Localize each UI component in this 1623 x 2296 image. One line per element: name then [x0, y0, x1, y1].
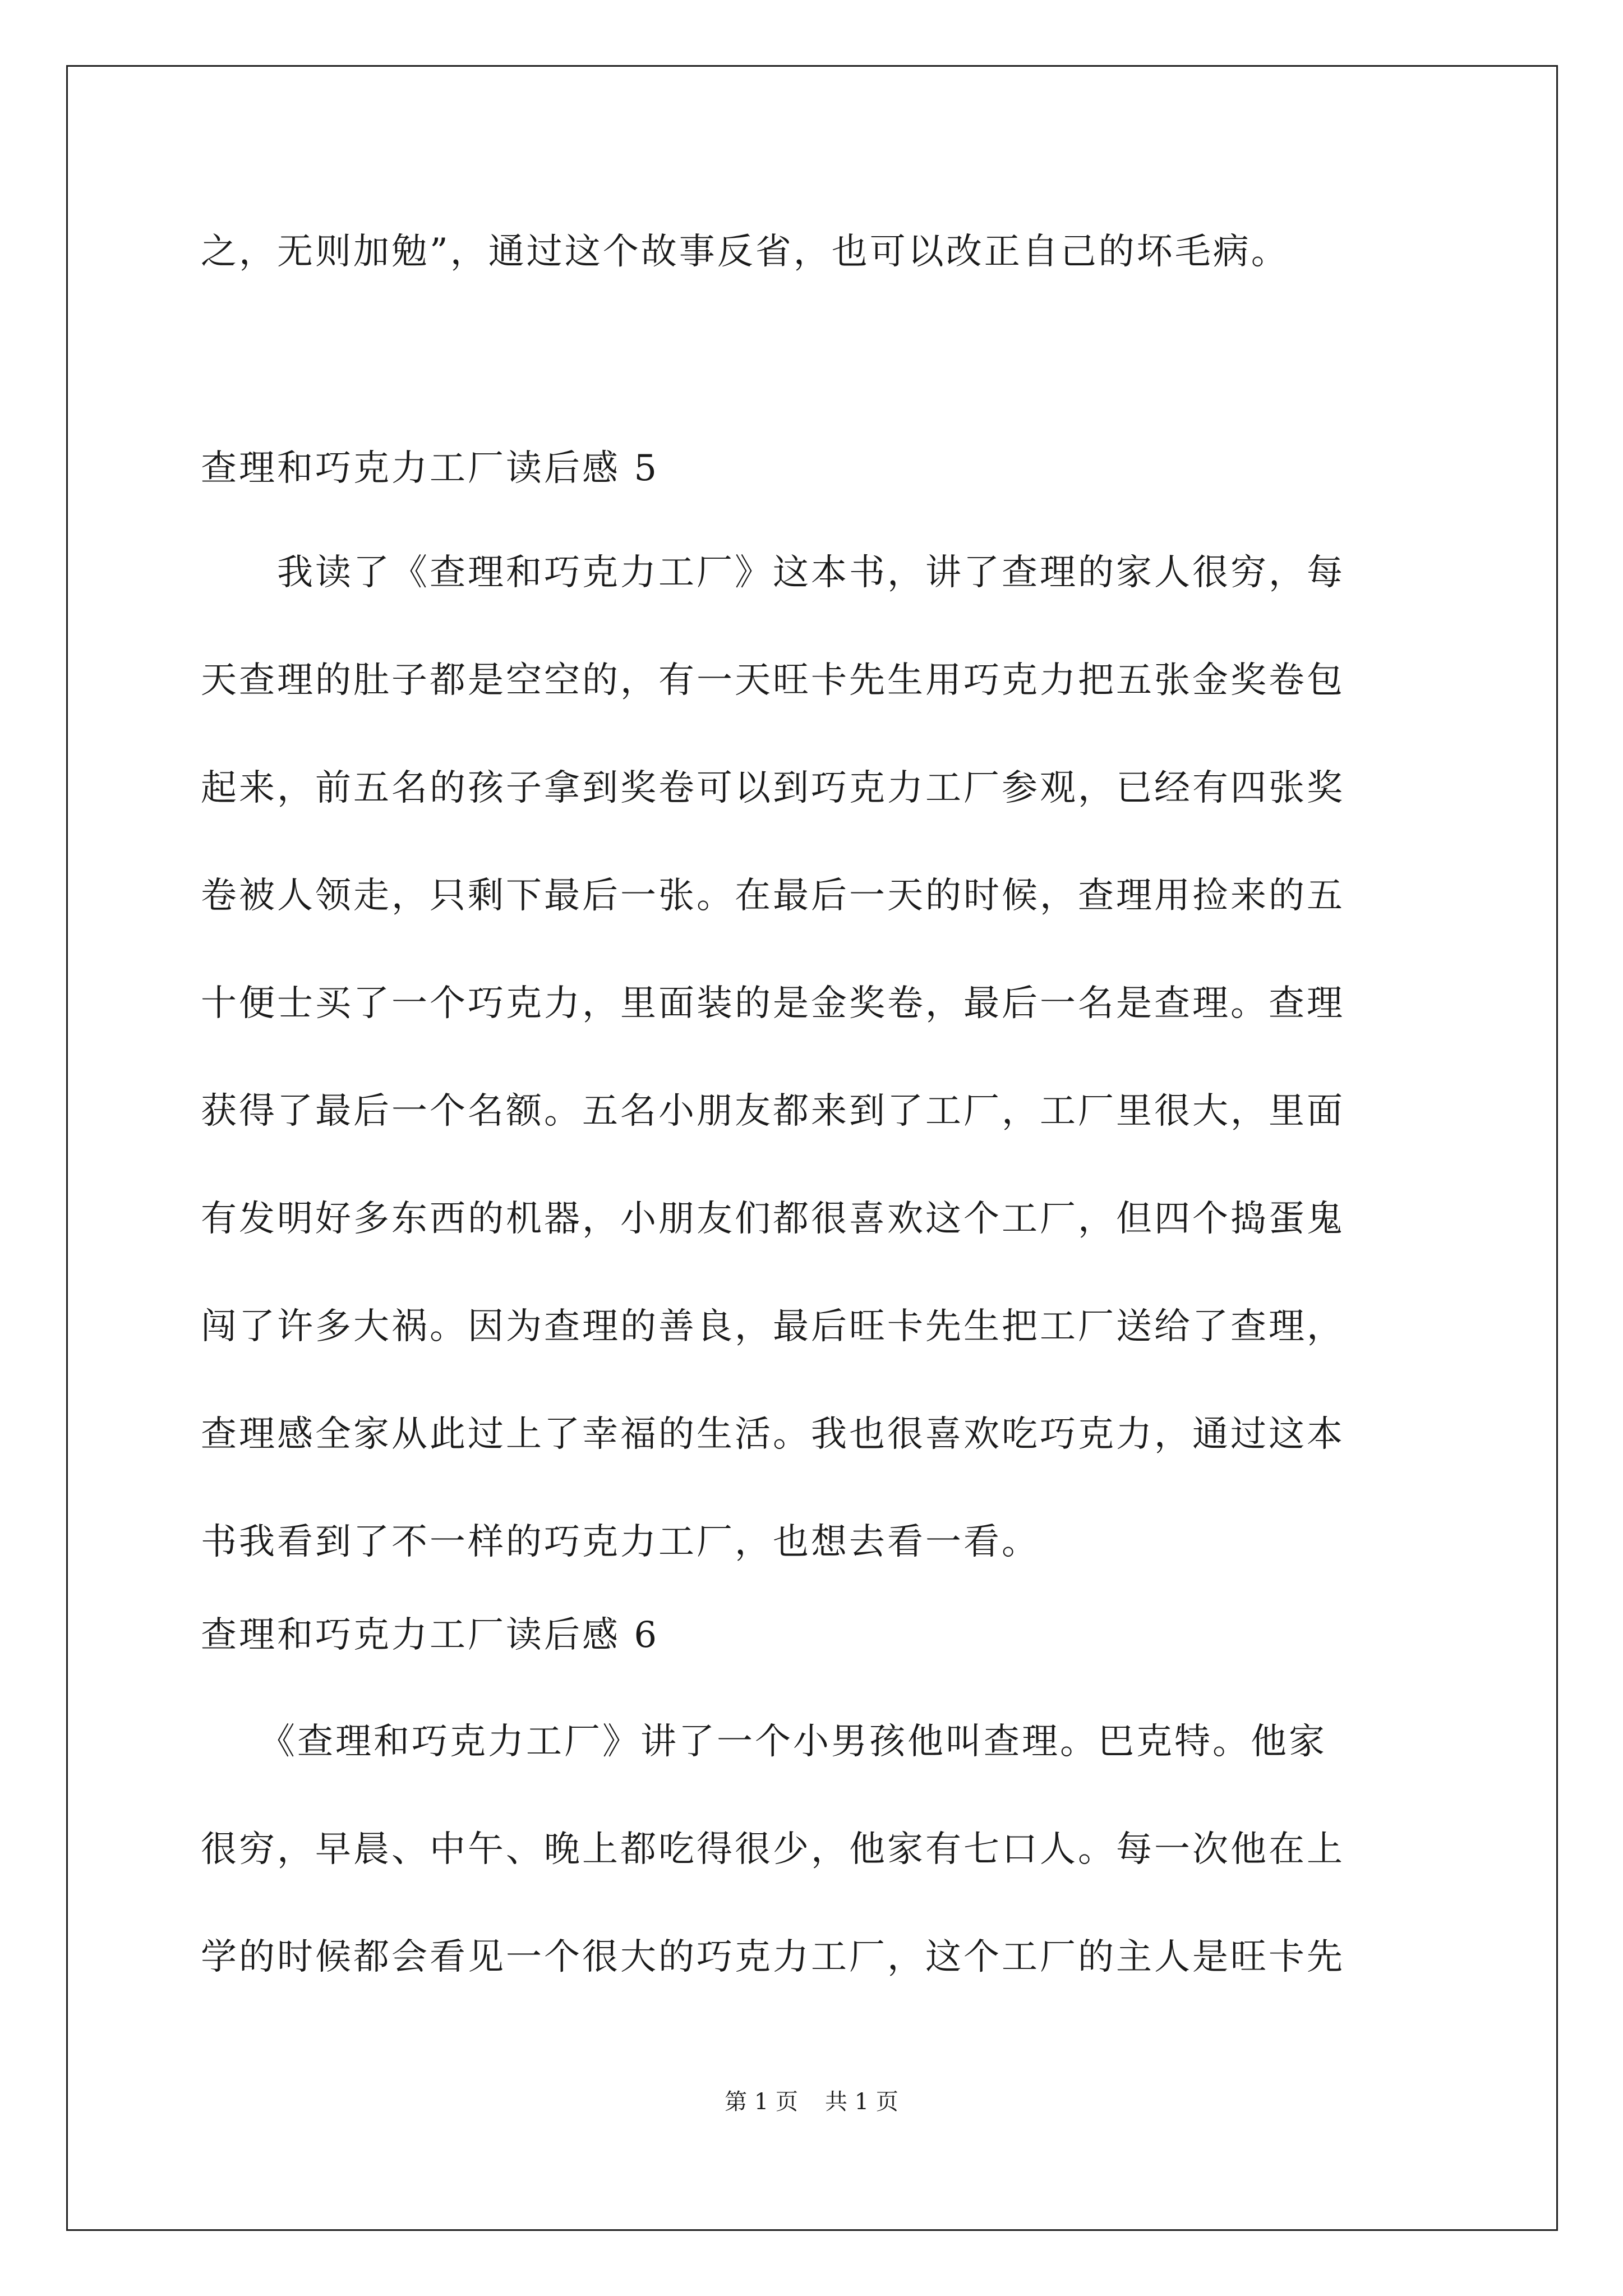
text-line: 获得了最后一个名额。五名小朋友都来到了工厂，工厂里很大，里面 — [201, 1091, 1345, 1132]
text-line: 很穷，早晨、中午、晚上都吃得很少，他家有七口人。每一次他在上 — [201, 1829, 1345, 1870]
text-line: 我读了《查理和巧克力工厂》这本书，讲了查理的家人很穷，每 — [201, 552, 1345, 593]
intro-paragraph — [201, 198, 1429, 306]
section-heading-5: 查理和巧克力工厂读后感 5 — [201, 448, 660, 489]
section-6-paragraph — [201, 1688, 1429, 2011]
section-5-paragraph — [201, 519, 1429, 1596]
text-line: 之，无则加勉”，通过这个故事反省，也可以改正自己的坏毛病。 — [201, 231, 1289, 273]
page-footer — [0, 2085, 1623, 2119]
text-line: 天查理的肚子都是空空的，有一天旺卡先生用巧克力把五张金奖卷包 — [201, 660, 1345, 701]
text-line: 闯了许多大祸。因为查理的善良，最后旺卡先生把工厂送给了查理， — [201, 1306, 1345, 1347]
page-number-current: 第 1 页 — [725, 2089, 798, 2115]
text-line: 十便士买了一个巧克力，里面装的是金奖卷，最后一名是查理。查理 — [201, 983, 1345, 1024]
text-line: 《查理和巧克力工厂》讲了一个小男孩他叫查理。巴克特。他家 — [201, 1721, 1327, 1763]
page-number-total: 共 1 页 — [825, 2089, 898, 2115]
text-line: 学的时候都会看见一个很大的巧克力工厂，这个工厂的主人是旺卡先 — [201, 1936, 1345, 1978]
section-heading-6: 查理和巧克力工厂读后感 6 — [201, 1614, 660, 1656]
text-line: 卷被人领走，只剩下最后一张。在最后一天的时候，查理用捡来的五 — [201, 875, 1345, 917]
text-line: 起来，前五名的孩子拿到奖卷可以到巧克力工厂参观，已经有四张奖 — [201, 767, 1345, 809]
text-line: 查理感全家从此过上了幸福的生活。我也很喜欢吃巧克力，通过这本 — [201, 1414, 1345, 1455]
text-line: 有发明好多东西的机器，小朋友们都很喜欢这个工厂，但四个捣蛋鬼 — [201, 1198, 1345, 1240]
text-line: 书我看到了不一样的巧克力工厂，也想去看一看。 — [201, 1521, 1040, 1563]
